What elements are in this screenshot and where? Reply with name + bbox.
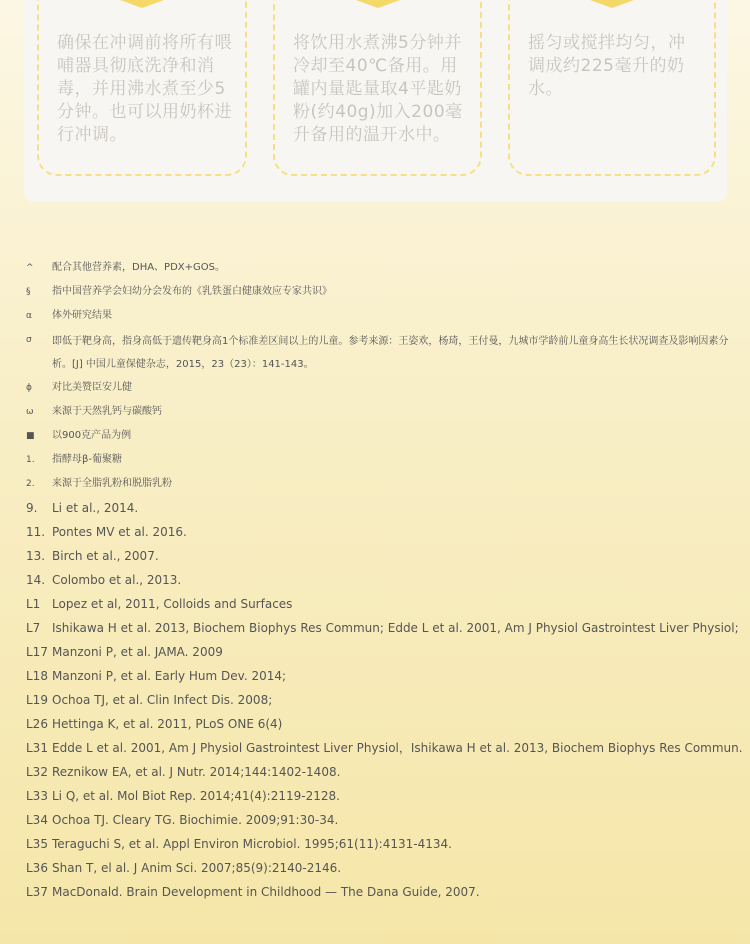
card-tab-icon xyxy=(590,0,634,8)
reference-item xyxy=(26,498,746,522)
reference-item xyxy=(26,522,746,546)
reference-item xyxy=(26,690,746,714)
reference-text: 指中国营养学会妇幼分会发布的《乳铁蛋白健康效应专家共识》 xyxy=(52,286,332,297)
reference-mark: § xyxy=(26,287,31,297)
instruction-panel xyxy=(24,0,727,202)
reference-text: Lopez et al, 2011, Colloids and Surfaces xyxy=(52,597,293,611)
step-card-1 xyxy=(37,0,247,176)
reference-text: 指酵母β-葡聚糖 xyxy=(52,454,122,465)
reference-text: Ishikawa H et al. 2013, Biochem Biophys Res Commun; Edde L et al. 2001, Am J Physiol Gastrointest Liver Physiol; xyxy=(52,621,739,635)
reference-mark: L32 xyxy=(26,765,48,779)
reference-mark: L35 xyxy=(26,837,48,851)
reference-text: Ochoa TJ, et al. Clin Infect Dis. 2008; xyxy=(52,693,273,707)
reference-text: 来源于天然乳钙与碳酸钙 xyxy=(52,406,162,417)
reference-mark: 2. xyxy=(26,479,35,489)
references-list xyxy=(26,258,746,906)
reference-item xyxy=(26,474,746,498)
reference-mark: ϕ xyxy=(26,383,32,393)
reference-mark: L7 xyxy=(26,621,41,635)
reference-text: MacDonald. Brain Development in Childhood — The Dana Guide, 2007. xyxy=(52,885,480,899)
reference-item xyxy=(26,882,746,906)
reference-item xyxy=(26,426,746,450)
reference-item xyxy=(26,402,746,426)
reference-item xyxy=(26,618,746,642)
step-card-1-text: 确保在冲调前将所有喂哺器具彻底洗净和消毒，并用沸水煮至少5分钟。也可以用奶杯进行冲调。 xyxy=(57,33,232,145)
reference-mark: 9. xyxy=(26,501,38,515)
reference-mark: L17 xyxy=(26,645,48,659)
reference-mark: L26 xyxy=(26,717,48,731)
reference-item xyxy=(26,282,746,306)
reference-text: Teraguchi S, et al. Appl Environ Microbiol. 1995;61(11):4131-4134. xyxy=(52,837,452,851)
reference-item xyxy=(26,330,746,378)
reference-mark: L1 xyxy=(26,597,41,611)
reference-item xyxy=(26,378,746,402)
reference-text: Manzoni P, et al. Early Hum Dev. 2014; xyxy=(52,669,287,683)
reference-item xyxy=(26,594,746,618)
card-tab-icon xyxy=(356,0,400,8)
reference-text: 来源于全脂乳粉和脱脂乳粉 xyxy=(52,478,172,489)
reference-mark: 14. xyxy=(26,573,46,587)
reference-text: Manzoni P, et al. JAMA. 2009 xyxy=(52,645,223,659)
reference-item xyxy=(26,834,746,858)
card-tab-icon xyxy=(120,0,164,8)
reference-text: Li et al., 2014. xyxy=(52,501,139,515)
reference-mark: L19 xyxy=(26,693,48,707)
reference-text: 配合其他营养素，DHA、PDX+GOS。 xyxy=(52,262,225,273)
reference-item xyxy=(26,306,746,330)
reference-text: 体外研究结果 xyxy=(52,310,112,321)
reference-mark: L36 xyxy=(26,861,48,875)
reference-item xyxy=(26,642,746,666)
reference-mark: σ xyxy=(26,335,32,345)
reference-item xyxy=(26,738,746,762)
reference-mark: L34 xyxy=(26,813,48,827)
step-card-3 xyxy=(508,0,716,176)
reference-text: Li Q, et al. Mol Biot Rep. 2014;41(4):2119-2128. xyxy=(52,789,340,803)
reference-item xyxy=(26,450,746,474)
reference-mark: 13. xyxy=(26,549,46,563)
reference-text: Hettinga K, et al. 2011, PLoS ONE 6(4) xyxy=(52,717,283,731)
reference-text: Birch et al., 2007. xyxy=(52,549,159,563)
reference-item xyxy=(26,858,746,882)
reference-mark: L18 xyxy=(26,669,48,683)
reference-text: 即低于靶身高，指身高低于遗传靶身高1个标准差区间以上的儿童。参考来源：王姿欢，杨琦，王付曼，九城市学龄前儿童身高生长状况调查及影响因素分析。[J] 中国儿童保健杂志，2015，23（23）：141-143。 xyxy=(52,336,729,370)
reference-item xyxy=(26,810,746,834)
reference-item xyxy=(26,570,746,594)
reference-mark: L33 xyxy=(26,789,48,803)
reference-item xyxy=(26,258,746,282)
reference-text: Reznikow EA, et al. J Nutr. 2014;144:1402-1408. xyxy=(52,765,341,779)
reference-item xyxy=(26,546,746,570)
reference-text: Edde L et al. 2001, Am J Physiol Gastrointest Liver Physiol，Ishikawa H et al. 2013, Biochem Biophys Res Commun. xyxy=(52,741,743,755)
reference-mark: ^ xyxy=(26,263,34,273)
reference-mark: α xyxy=(26,311,32,321)
step-card-2 xyxy=(273,0,482,176)
reference-text: 以900克产品为例 xyxy=(52,430,132,441)
reference-mark: L37 xyxy=(26,885,48,899)
reference-text: Pontes MV et al. 2016. xyxy=(52,525,187,539)
reference-mark: 1. xyxy=(26,455,35,465)
reference-mark: 11. xyxy=(26,525,46,539)
step-card-3-text: 摇匀或搅拌均匀，冲调成约225毫升的奶水。 xyxy=(528,33,686,99)
reference-mark: ■ xyxy=(26,431,35,441)
reference-text: Colombo et al., 2013. xyxy=(52,573,182,587)
reference-text: Ochoa TJ. Cleary TG. Biochimie. 2009;91:30-34. xyxy=(52,813,339,827)
reference-mark: L31 xyxy=(26,741,48,755)
reference-item xyxy=(26,714,746,738)
reference-item xyxy=(26,786,746,810)
step-card-2-text: 将饮用水煮沸5分钟并冷却至40℃备用。用罐内量匙量取4平匙奶粉(约40g)加入200毫升备用的温开水中。 xyxy=(293,33,463,145)
reference-mark: ω xyxy=(26,407,34,417)
reference-item xyxy=(26,666,746,690)
reference-text: Shan T, el al. J Anim Sci. 2007;85(9):2140-2146. xyxy=(52,861,342,875)
reference-item xyxy=(26,762,746,786)
reference-text: 对比美赞臣安儿健 xyxy=(52,382,132,393)
